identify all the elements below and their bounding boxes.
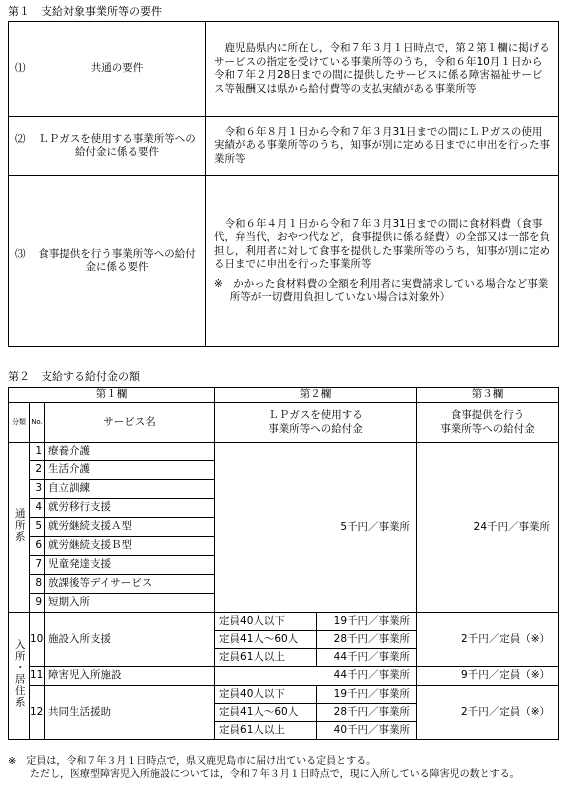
requirement-label: 食事提供を行う事業所等への給付金に係る要件 — [38, 247, 196, 273]
requirement-desc: 鹿児島県内に所在し，令和７年３月１日時点で，第２第１欄に掲げるサービスの指定を受けている事業所等のうち，令和６年10月１日から令和７年２月28日までの間に提供したサービスに係る障害福祉サービス等報酬又は県から給付費等の支払実績がある事業所等 — [206, 22, 559, 117]
requirement-label: ＬＰガスを使用する事業所等への給付金に係る要件 — [38, 132, 196, 158]
table-row: 3 自立訓練 — [9, 480, 559, 499]
service-name: 障害児入所施設 — [45, 667, 215, 686]
requirement-row-common — [9, 22, 559, 117]
footnote-line: ただし，医療型障害児入所施設については，令和７年３月１日時点で，現に入所している障害児の数とする。 — [30, 769, 520, 780]
tier-amount: 28千円／事業所 — [317, 704, 417, 722]
tier-amount: 19千円／事業所 — [317, 686, 417, 704]
lpgas-amount: 44千円／事業所 — [215, 667, 417, 686]
requirement-note: ※ かかった食材料費の全額を利用者に実費請求している場合など事業所等が一切費用負担していない場合は対象外） — [214, 277, 549, 303]
header-row-columns — [9, 388, 559, 403]
tier-amount: 28千円／事業所 — [317, 631, 417, 649]
section2-title: 第２ 支給する給付金の額 — [8, 370, 140, 383]
service-name: 就労移行支援 — [45, 499, 215, 518]
capacity-tier: 定員61人以上 — [215, 722, 317, 740]
service-name: 短期入所 — [45, 594, 215, 613]
table-row: 8 放課後等デイサービス — [9, 575, 559, 594]
header-row-labels — [9, 403, 559, 443]
table-row: 入所・居住系 10 施設入所支援 定員40人以下 19千円／事業所 2千円／定員（※） — [9, 613, 559, 631]
meal-amount: 2千円／定員（※） — [417, 613, 559, 667]
service-name: 就労継続支援Ａ型 — [45, 518, 215, 537]
group-nyusho: 入所・居住系 — [9, 613, 30, 740]
service-name: 共同生活援助 — [45, 686, 215, 740]
capacity-tier: 定員41人～60人 — [215, 631, 317, 649]
table-row: 7 児童発達支援 — [9, 556, 559, 575]
row-number: ⑴ — [15, 62, 26, 75]
tier-amount: 44千円／事業所 — [317, 649, 417, 667]
row-number: ⑵ — [15, 132, 26, 145]
capacity-tier: 定員40人以下 — [215, 686, 317, 704]
tier-amount: 40千円／事業所 — [317, 722, 417, 740]
service-name: 放課後等デイサービス — [45, 575, 215, 594]
service-name: 就労継続支援Ｂ型 — [45, 537, 215, 556]
table-row: 11 障害児入所施設 44千円／事業所 9千円／定員（※） — [9, 667, 559, 686]
tier-amount: 19千円／事業所 — [317, 613, 417, 631]
capacity-tier: 定員41人～60人 — [215, 704, 317, 722]
requirement-label: 共通の要件 — [90, 62, 144, 75]
section1-title: 第１ 支給対象事業所等の要件 — [8, 5, 162, 18]
footnote-line: ※ 定員は，令和７年３月１日時点で，県又鹿児島市に届け出ている定員とする。 — [8, 756, 377, 767]
service-name: 施設入所支援 — [45, 613, 215, 667]
capacity-tier: 定員61人以上 — [215, 649, 317, 667]
col2-header: 第２欄 — [215, 388, 417, 403]
table-row: 6 就労継続支援Ｂ型 — [9, 537, 559, 556]
table-row: 4 就労移行支援 — [9, 499, 559, 518]
meal-header: 食事提供を行う 事業所等への給付金 — [417, 403, 559, 443]
lpgas-header: ＬＰガスを使用する 事業所等への給付金 — [215, 403, 417, 443]
requirement-desc: 令和６年４月１日から令和７年３月31日までの間に食材料費（食事代，弁当代，おやつ代など，食事提供に係る経費）の全部又は一部を負担し，利用者に対して食事を提供した事業所等のうち，知事が別に定める日までに申出を行った事業所等 ※ かかった食材料費の全額を利用者に実費請求している場合など事業所等が一切費用負担していない場合は対象外） — [206, 176, 559, 347]
bunrui-header: 分類 — [9, 403, 30, 443]
group1-lpgas-amount: 5千円／事業所 — [215, 443, 417, 613]
group-tsusho: 通所系 — [9, 443, 30, 613]
col1-header: 第１欄 — [9, 388, 215, 403]
capacity-tier: 定員40人以下 — [215, 613, 317, 631]
amounts-table — [8, 387, 559, 740]
table-row: 2 生活介護 — [9, 461, 559, 480]
group1-meal-amount: 24千円／事業所 — [417, 443, 559, 613]
service-name: 児童発達支援 — [45, 556, 215, 575]
table-row: 通所系 1 療養介護 5千円／事業所 24千円／事業所 — [9, 443, 559, 461]
table-row: 5 就労継続支援Ａ型 — [9, 518, 559, 537]
no-header: No. — [30, 403, 45, 443]
service-name: 生活介護 — [45, 461, 215, 480]
table-row: 12 共同生活援助 定員40人以下 19千円／事業所 2千円／定員（※） — [9, 686, 559, 704]
service-name: 療養介護 — [45, 443, 215, 461]
service-name: 自立訓練 — [45, 480, 215, 499]
requirement-row-lpgas — [9, 117, 559, 176]
row-number: ⑶ — [15, 247, 26, 260]
col3-header: 第３欄 — [417, 388, 559, 403]
service-header: サービス名 — [45, 403, 215, 443]
requirement-desc: 令和６年８月１日から令和７年３月31日までの間にＬＰガスの使用実績がある事業所等のうち，知事が別に定める日までに申出を行った事業所等 — [206, 117, 559, 176]
requirements-table — [8, 21, 559, 347]
requirement-row-meal — [9, 176, 559, 347]
meal-amount: 2千円／定員（※） — [417, 686, 559, 740]
meal-amount: 9千円／定員（※） — [417, 667, 559, 686]
footnote — [8, 755, 558, 781]
table-row: 9 短期入所 — [9, 594, 559, 613]
